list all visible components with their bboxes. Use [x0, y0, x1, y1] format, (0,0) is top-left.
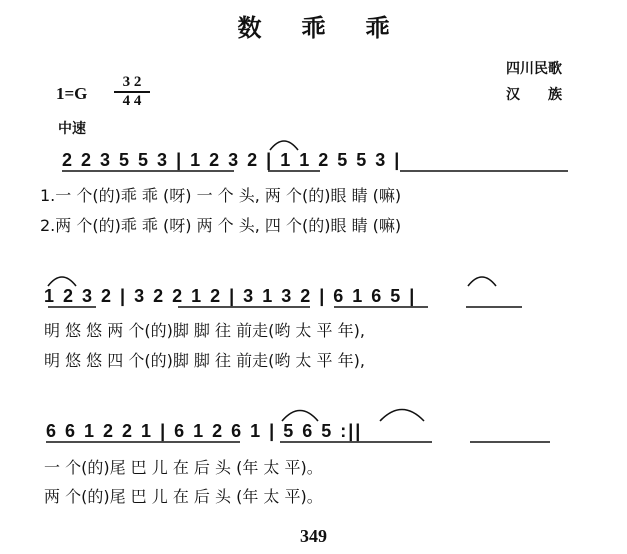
song-ethnicity: 汉 族: [506, 87, 562, 103]
slur-mark: [468, 277, 496, 286]
system-2-lyric-2: 明 悠 悠 四 个(的)脚 脚 往 前走(哟 太 平 年),: [44, 351, 365, 370]
system-1-lyric-2: 2.两 个(的)乖 乖 (呀) 两 个 头, 四 个(的)眼 睛 (嘛): [40, 216, 402, 235]
system-1-lyric-1: 1.一 个(的)乖 乖 (呀) 一 个 头, 两 个(的)眼 睛 (嘛): [40, 186, 402, 205]
slur-mark: [270, 141, 298, 150]
system-3-notes: 6 6 1 2 2 1 | 6 1 2 6 1 | 5 6 5 :||: [46, 421, 363, 441]
key-signature: 1=G: [56, 84, 88, 103]
system-2-lyric-1: 明 悠 悠 两 个(的)脚 脚 往 前走(哟 太 平 年),: [44, 321, 365, 340]
meter-bottom: 4 4: [122, 93, 142, 109]
slur-mark: [380, 410, 424, 422]
slur-mark: [48, 277, 76, 286]
slur-mark: [282, 411, 318, 422]
tempo-marking: 中速: [58, 121, 86, 137]
title-char-2: 乖: [301, 13, 326, 42]
system-3-lyric-1: 一 个(的)尾 巴 儿 在 后 头 (年 太 平)。: [44, 458, 323, 477]
title-char-3: 乖: [365, 13, 390, 42]
title-char-1: 数: [237, 13, 262, 42]
song-origin: 四川民歌: [506, 61, 562, 77]
meter-top: 3 2: [122, 74, 142, 90]
system-3-lyric-2: 两 个(的)尾 巴 儿 在 后 头 (年 太 平)。: [44, 487, 323, 506]
page-number: 349: [300, 526, 327, 546]
system-2-notes: 1 2 3 2 | 3 2 2 1 2 | 3 1 3 2 | 6 1 6 5 |: [44, 286, 417, 306]
system-1-notes: 2 2 3 5 5 3 | 1 2 3 2 | 1 1 2 5 5 3 |: [62, 150, 402, 170]
